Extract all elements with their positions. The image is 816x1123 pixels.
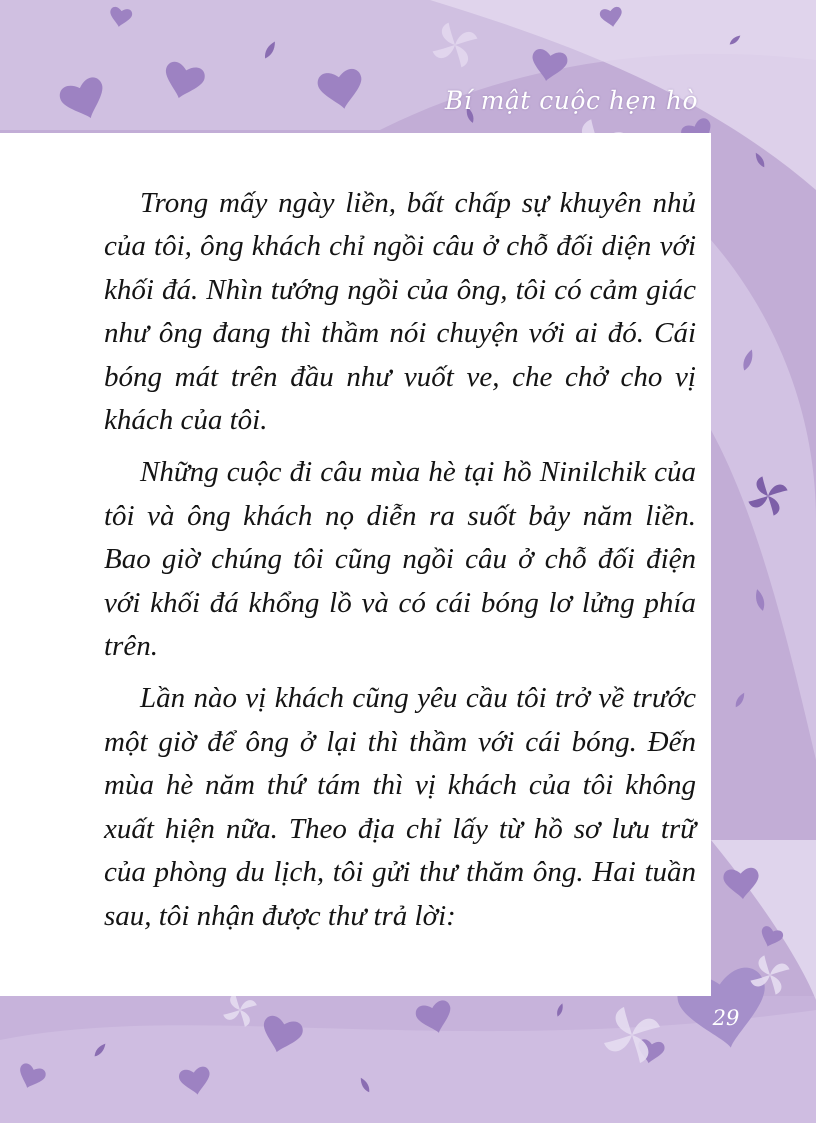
book-title-header: Bí mật cuộc hẹn hò	[444, 86, 698, 115]
page-number: 29	[712, 1006, 740, 1030]
paragraph-2: Những cuộc đi câu mùa hè tại hồ Ninilchik của tôi và ông khách nọ diễn ra suốt bảy năm liền. Bao giờ chúng tôi cũng ngồi câu ở chỗ đối điện với khối đá khổng lồ và có cái bóng lơ lửng phía trên.	[104, 456, 696, 663]
paragraph-1: Trong mấy ngày liền, bất chấp sự khuyên nhủ của tôi, ông khách chỉ ngồi câu ở chỗ đối diện với khối đá. Nhìn tướng ngồi của ông, tôi có cảm giác như ông đang thì thầm nói chuyện với ai đó. Cái bóng mát trên đầu như vuốt ve, che chở cho vị khách của tôi.	[104, 187, 696, 437]
body-text	[104, 182, 696, 947]
paragraph-3: Lần nào vị khách cũng yêu cầu tôi trở về trước một giờ để ông ở lại thì thầm với cái bóng. Đến mùa hè năm thứ tám thì vị khách của tôi không xuất hiện nữa. Theo địa chỉ lấy từ hồ sơ lưu trữ của phòng du lịch, tôi gửi thư thăm ông. Hai tuần sau, tôi nhận được thư trả lời:	[104, 682, 696, 932]
